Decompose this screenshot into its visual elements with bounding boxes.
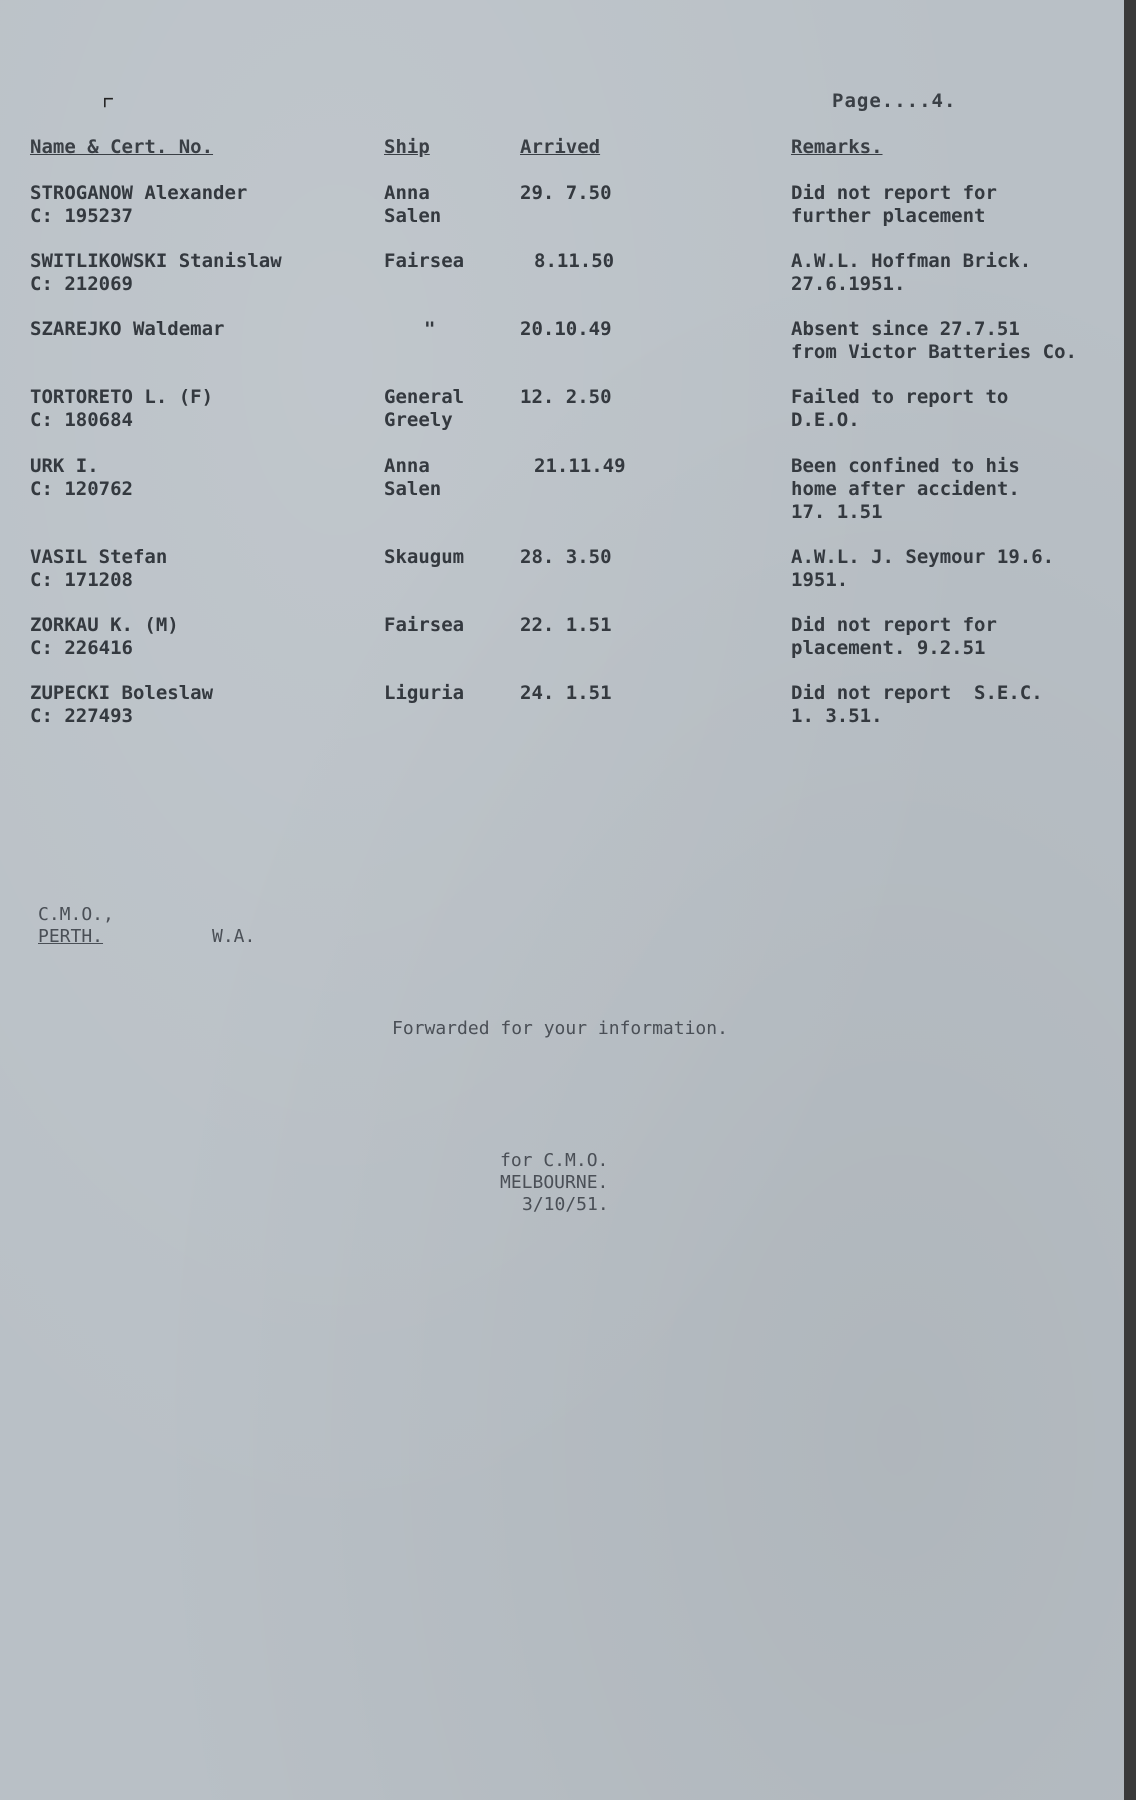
remarks-line1: Absent since 27.7.51 [791,318,1020,340]
arrival-date: 21.11.49 [534,455,626,477]
arrival-date: 29. 7.50 [520,182,612,204]
cert-number: C: 120762 [30,478,133,500]
remarks-line2: further placement [791,205,986,227]
cert-number: C: 226416 [30,637,133,659]
ship-name: " [424,318,436,340]
header-name: Name & Cert. No. [30,136,214,158]
arrival-date: 20.10.49 [520,318,612,340]
person-name: STROGANOW Alexander [30,182,248,204]
header-arrived: Arrived [520,136,601,158]
arrival-date: 8.11.50 [534,250,615,272]
ship-name: Liguria [384,682,465,704]
address-state: W.A. [212,926,256,947]
header-ship: Ship [384,136,430,158]
cert-number: C: 180684 [30,409,133,431]
handwritten-mark: ⌜ [100,91,117,124]
remarks-line2: home after accident. [791,478,1020,500]
person-name: URK I. [30,455,99,477]
remarks-line1: Did not report for [791,614,997,636]
person-name: ZUPECKI Boleslaw [30,682,214,704]
arrival-date: 12. 2.50 [520,386,612,408]
remarks-line2: from Victor Batteries Co. [791,341,1077,363]
arrival-date: 28. 3.50 [520,546,612,568]
remarks-line1: Been confined to his [791,455,1020,477]
arrival-date: 22. 1.51 [520,614,612,636]
remarks-line2: placement. 9.2.51 [791,637,986,659]
remarks-line2: 1. 3.51. [791,705,883,727]
remarks-line1: Did not report S.E.C. [791,682,1043,704]
forwarding-note: Forwarded for your information. [392,1018,728,1039]
address-line1: C.M.O., [38,904,114,925]
remarks-line1: A.W.L. J. Seymour 19.6. [791,546,1055,568]
remarks-line2: 27.6.1951. [791,273,906,295]
ship-name: Anna [384,182,430,204]
ship-name: Fairsea [384,250,465,272]
cert-number: C: 171208 [30,569,133,591]
remarks-line1: Did not report for [791,182,997,204]
ship-name: General [384,386,465,408]
ship-name: Skaugum [384,546,465,568]
remarks-line2: D.E.O. [791,409,860,431]
remarks-line1: A.W.L. Hoffman Brick. [791,250,1032,272]
cert-number: C: 227493 [30,705,133,727]
header-remarks: Remarks. [791,136,883,158]
ship-name-line2: Greely [384,409,453,431]
signature-date: 3/10/51. [522,1194,609,1215]
remarks-line3: 17. 1.51 [791,501,883,523]
address-city: PERTH. [38,926,104,947]
cert-number: C: 195237 [30,205,133,227]
remarks-line1: Failed to report to [791,386,1009,408]
page-number: Page....4. [832,90,957,112]
cert-number: C: 212069 [30,273,133,295]
ship-name-line2: Salen [384,478,442,500]
person-name: ZORKAU K. (M) [30,614,179,636]
signature-line2: MELBOURNE. [500,1172,609,1193]
ship-name: Anna [384,455,430,477]
remarks-line2: 1951. [791,569,849,591]
signature-line1: for C.M.O. [500,1150,609,1171]
person-name: SWITLIKOWSKI Stanislaw [30,250,282,272]
arrival-date: 24. 1.51 [520,682,612,704]
ship-name: Fairsea [384,614,465,636]
person-name: TORTORETO L. (F) [30,386,214,408]
person-name: VASIL Stefan [30,546,168,568]
ship-name-line2: Salen [384,205,442,227]
person-name: SZAREJKO Waldemar [30,318,225,340]
